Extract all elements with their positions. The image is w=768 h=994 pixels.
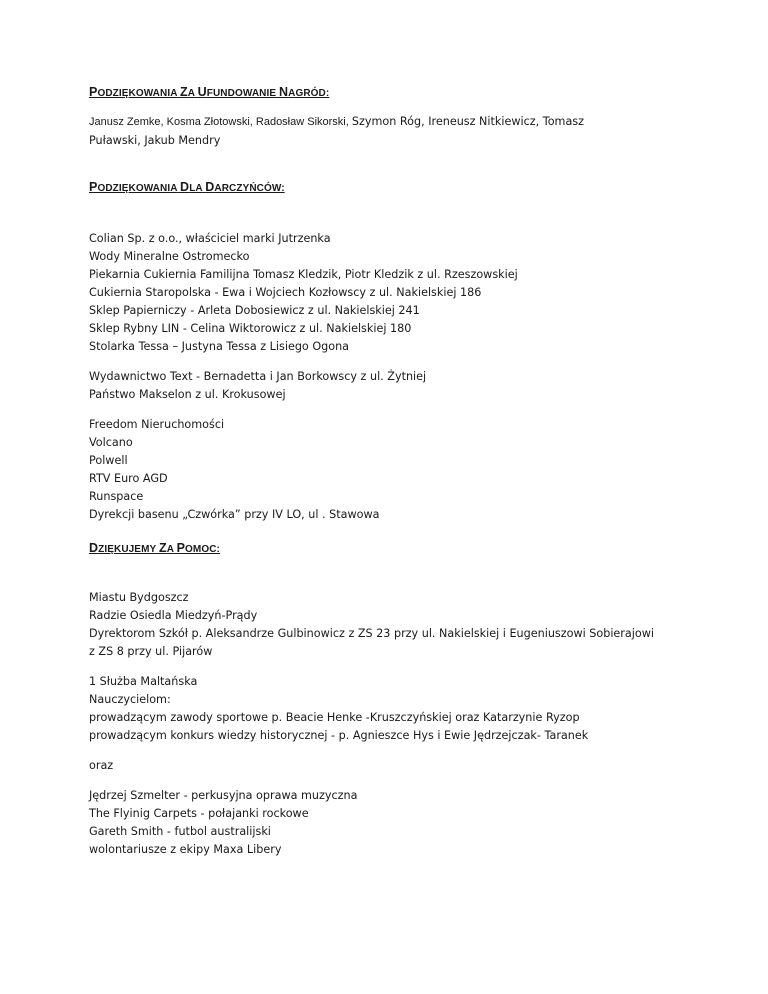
donor-line: Polwell: [89, 454, 128, 467]
donor-line: Sklep Rybny LIN - Celina Wiktorowicz z ul. Nakielskiej 180: [89, 322, 412, 335]
heading-prizes: PODZIĘKOWANIA ZA UFUNDOWANIE NAGRÓD:: [89, 85, 330, 99]
prizes-line-2: Puławski, Jakub Mendry: [89, 134, 221, 147]
donor-line: Cukiernia Staropolska - Ewa i Wojciech Kozłowscy z ul. Nakielskiej 186: [89, 286, 482, 299]
help-line: Jędrzej Szmelter - perkusyjna oprawa muzyczna: [89, 789, 358, 802]
help-line: The Flyinig Carpets - połajanki rockowe: [89, 807, 309, 820]
help-line: prowadzącym konkurs wiedzy historycznej - p. Agnieszce Hys i Ewie Jędrzejczak- Taranek: [89, 729, 589, 742]
heading-donors: PODZIĘKOWANIA DLA DARCZYŃCÓW:: [89, 180, 285, 194]
help-line: prowadzącym zawody sportowe p. Beacie Henke -Kruszczyńskiej oraz Katarzynie Ryzop: [89, 711, 580, 724]
help-line: Miastu Bydgoszcz: [89, 591, 189, 604]
donor-line: Colian Sp. z o.o., właściciel marki Jutrzenka: [89, 232, 331, 245]
donor-line: Piekarnia Cukiernia Familijna Tomasz Kledzik, Piotr Kledzik z ul. Rzeszowskiej: [89, 268, 518, 281]
help-line: Dyrektorom Szkół p. Aleksandrze Gulbinowicz z ZS 23 przy ul. Nakielskiej i Eugeniuszowi Sobierajowi: [89, 627, 654, 640]
donor-line: RTV Euro AGD: [89, 472, 168, 485]
donor-line: Sklep Papierniczy - Arleta Dobosiewicz z ul. Nakielskiej 241: [89, 304, 420, 317]
prizes-names-part2: Szymon Róg, Ireneusz Nitkiewicz, Tomasz: [351, 115, 585, 128]
help-line: Nauczycielom:: [89, 693, 171, 706]
help-line: z ZS 8 przy ul. Pijarów: [89, 645, 213, 658]
help-line: 1 Służba Maltańska: [89, 675, 198, 688]
help-oraz: oraz: [89, 759, 114, 772]
donor-line: Dyrekcji basenu „Czwórka” przy IV LO, ul . Stawowa: [89, 508, 380, 521]
help-line: Gareth Smith - futbol australijski: [89, 825, 271, 838]
help-line: wolontariusze z ekipy Maxa Libery: [89, 843, 282, 856]
donor-line: Wydawnictwo Text - Bernadetta i Jan Borkowscy z ul. Żytniej: [89, 370, 427, 383]
heading-help: DZIĘKUJEMY ZA POMOC:: [89, 541, 220, 555]
prizes-names-part1: Janusz Zemke, Kosma Złotowski, Radosław Sikorski,: [89, 116, 352, 128]
donor-line: Freedom Nieruchomości: [89, 418, 225, 431]
donor-line: Wody Mineralne Ostromecko: [89, 250, 250, 263]
help-line: Radzie Osiedla Miedzyń-Prądy: [89, 609, 258, 622]
donor-line: Państwo Makselon z ul. Krokusowej: [89, 388, 286, 401]
donor-line: Volcano: [89, 436, 133, 449]
donor-line: Stolarka Tessa – Justyna Tessa z Lisiego Ogona: [89, 340, 350, 353]
donor-line: Runspace: [89, 490, 144, 503]
prizes-line-1: [89, 115, 584, 129]
